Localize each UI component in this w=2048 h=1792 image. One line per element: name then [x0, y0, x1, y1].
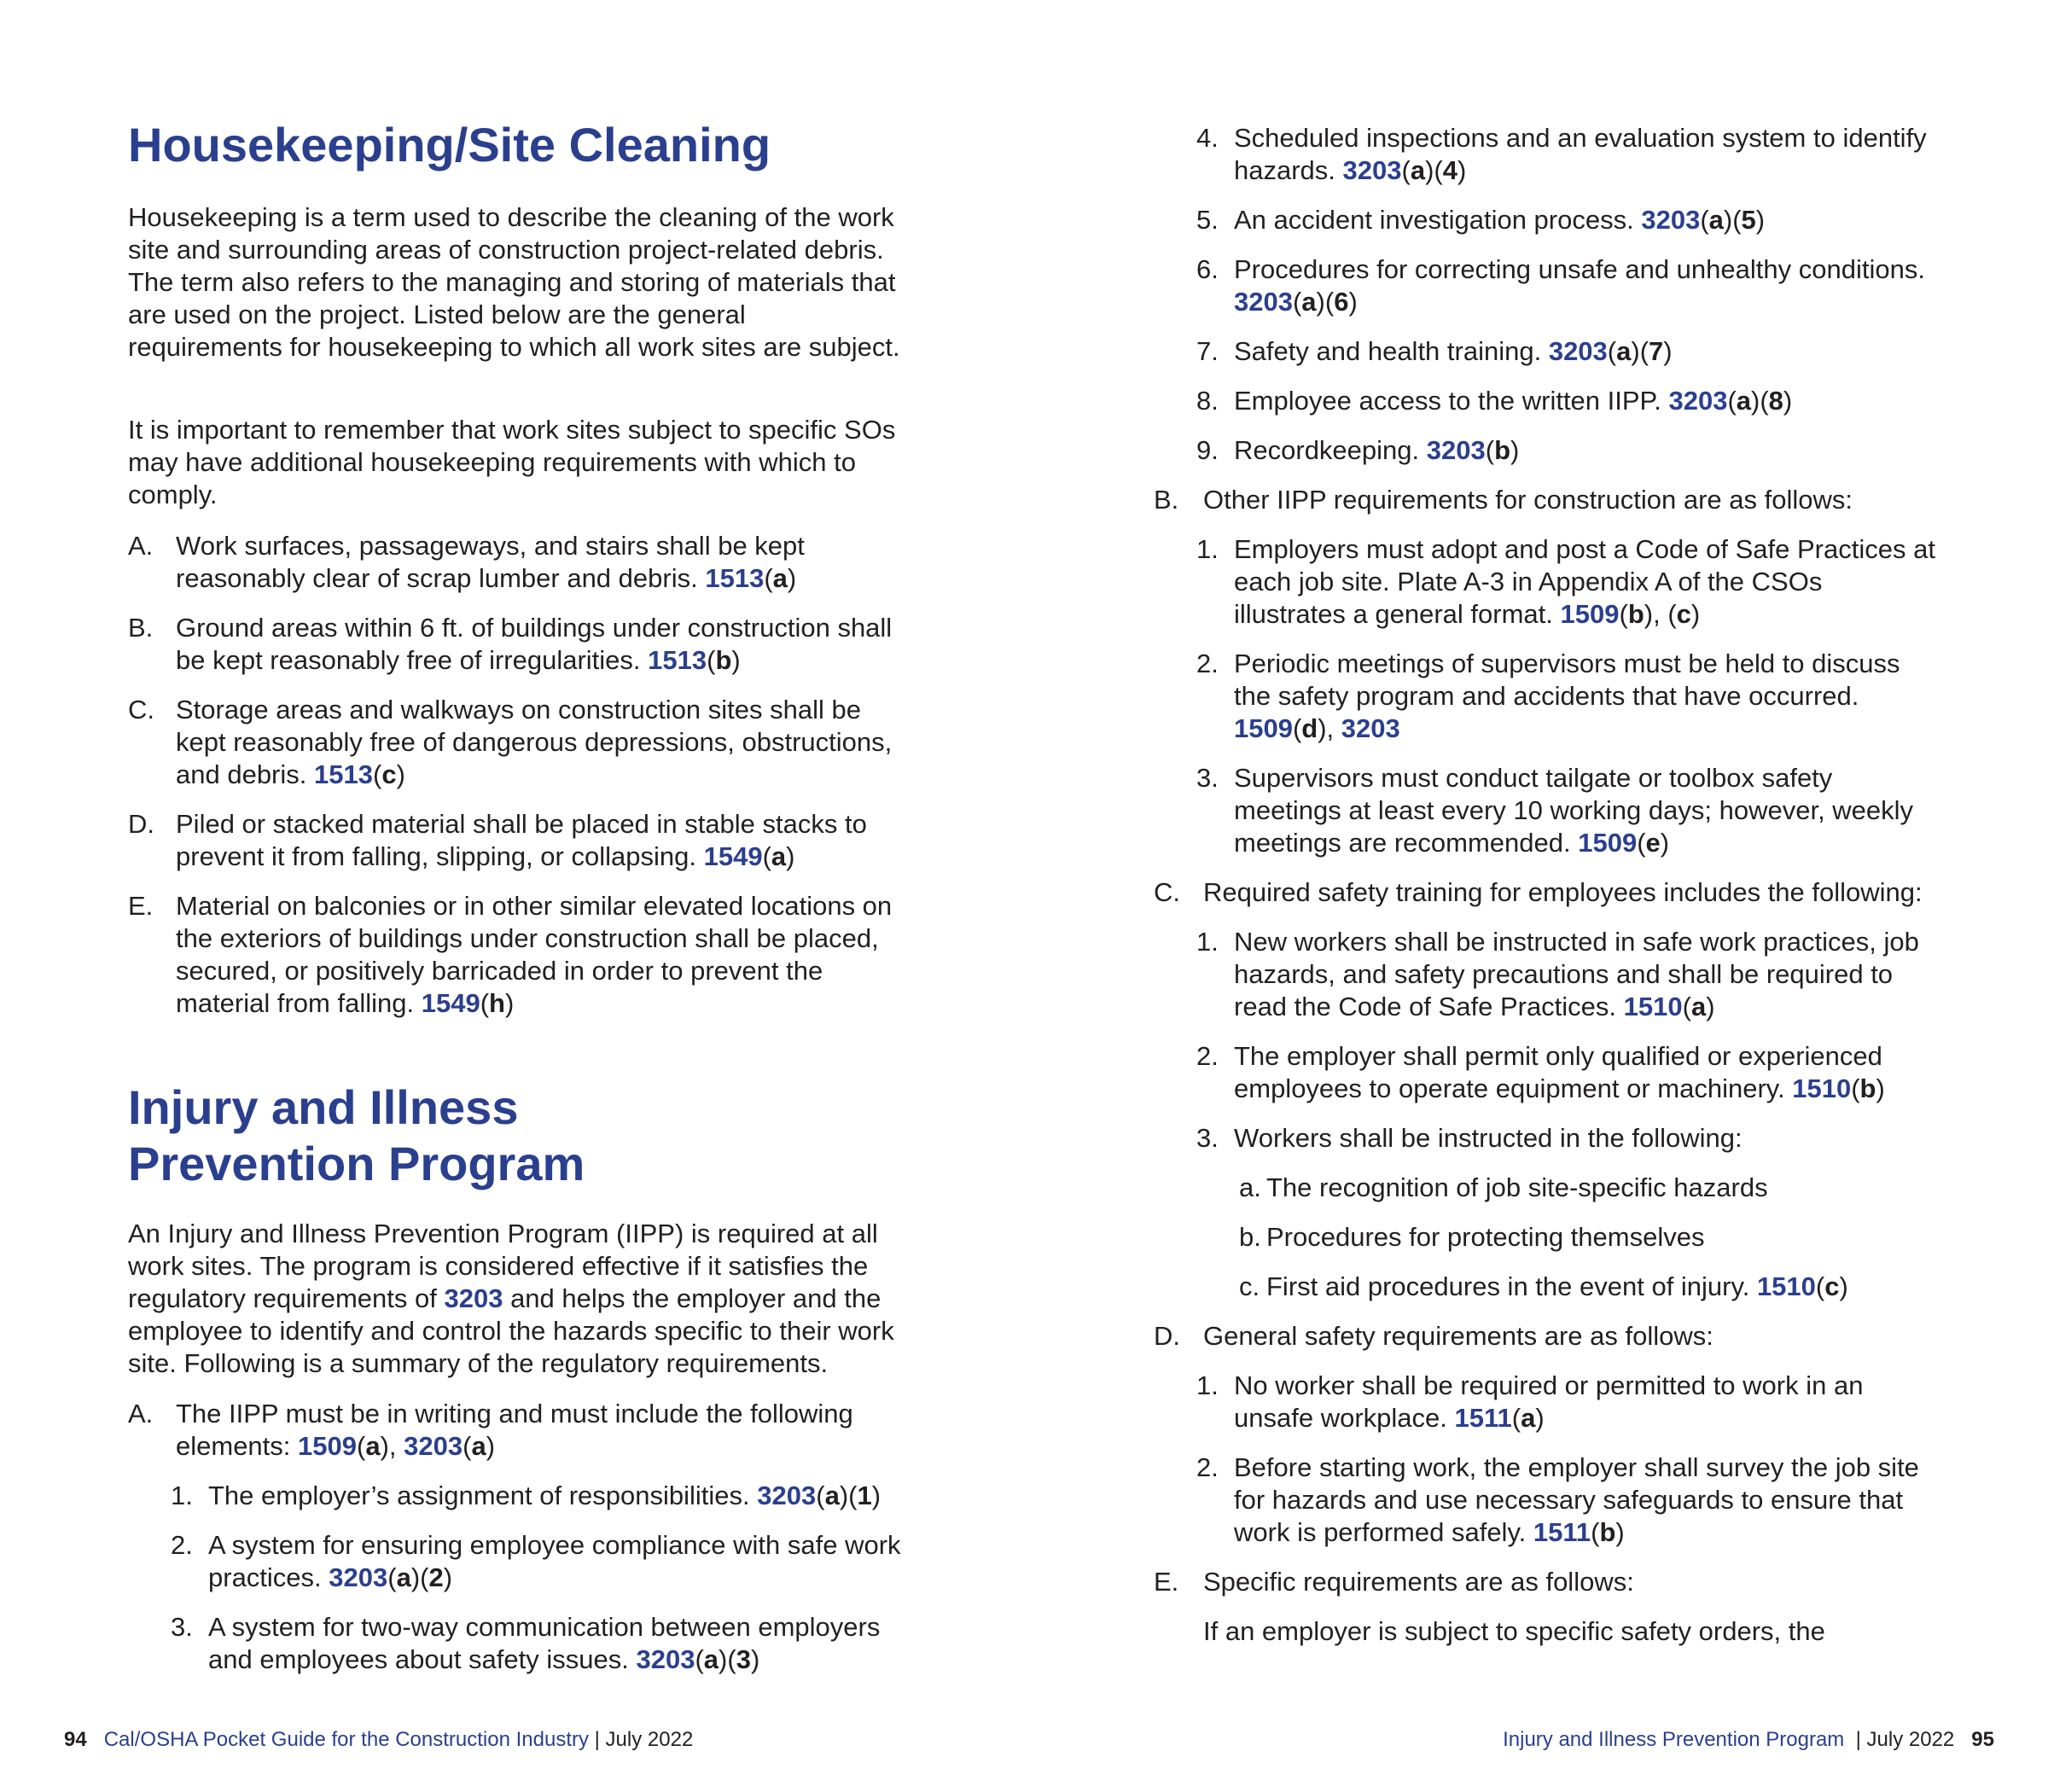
list-item: 1. No worker shall be required or permitted to work in an unsafe workplace. 1511(a) [1196, 1370, 1864, 1433]
list-item: A. The IIPP must be in writing and must include the following elements: 1509(a), 3203(a) [128, 1399, 853, 1461]
right-page [1154, 0, 1939, 1792]
regulation-link[interactable]: 3203 [1641, 205, 1701, 235]
list-item: D. General safety requirements are as follows: [1154, 1321, 1713, 1351]
list-item: 3. Workers shall be instructed in the following: [1196, 1123, 1743, 1153]
regulation-link[interactable]: 3203 [636, 1644, 695, 1674]
regulation-link[interactable]: 1509 [298, 1431, 357, 1461]
housekeeping-intro-2: It is important to remember that work sites subject to specific SOs may have additional housekeeping requirements with which to comply. [128, 415, 896, 509]
list-item: 2. A system for ensuring employee compliance with safe work practices. 3203(a)(2) [171, 1530, 901, 1592]
list-item: 3. A system for two-way communication between employers and employees about safety issues. 3203(a)(3) [171, 1612, 881, 1674]
regulation-link[interactable]: 3203 [1548, 336, 1608, 366]
page-number: 94 [64, 1728, 87, 1751]
list-item: E. Material on balconies or in other similar elevated locations on the exteriors of buildings under construction shall be placed, secured, or positively barricaded in order to prevent the material from falling. 1549(h) [128, 891, 893, 1018]
regulation-link[interactable]: 3203 [444, 1283, 503, 1313]
regulation-link[interactable]: 1549 [703, 841, 763, 871]
left-footer [64, 1727, 693, 1753]
regulation-link[interactable]: 1510 [1623, 992, 1683, 1021]
regulation-link[interactable]: 1513 [314, 759, 373, 789]
list-item: 2. Before starting work, the employer shall survey the job site for hazards and use necessary safeguards to ensure that work is performed safely. 1511(b) [1196, 1452, 1919, 1547]
iipp-list [128, 1398, 905, 1676]
housekeeping-intro-1: Housekeeping is a term used to describe the cleaning of the work site and surrounding areas of construction project-related debris. The term also refers to the managing and storing of materials that are used on the project. Listed below are the general requirements for housekeeping to which all work sites are subject. [128, 202, 900, 362]
footer-title: Injury and Illness Prevention Program [1503, 1728, 1845, 1751]
list-item: 6. Procedures for correcting unsafe and unhealthy conditions. 3203(a)(6) [1196, 254, 1925, 317]
paragraph-continuation: If an employer is subject to specific safety orders, the [1203, 1616, 1825, 1646]
iipp-intro: An Injury and Illness Prevention Program (IIPP) is required at all work sites. The program is considered effective if it satisfies the regulatory requirements of 3203 and helps the employer and the employee to identify and control the hazards specific to their work site. Following is a summary of the regulatory requirements. [128, 1219, 894, 1378]
iipp-heading: Injury and Illness Prevention Program [128, 1080, 585, 1190]
regulation-link[interactable]: 3203 [404, 1431, 463, 1461]
list-item: C. Storage areas and walkways on construction sites shall be kept reasonably free of dangerous depressions, obstructions, and debris. 1513(c) [128, 695, 893, 789]
right-footer [1503, 1727, 1994, 1753]
list-item: 8. Employee access to the written IIPP. 3203(a)(8) [1196, 386, 1793, 416]
left-page [128, 0, 905, 1792]
housekeeping-heading: Housekeeping/Site Cleaning [128, 118, 771, 172]
regulation-link[interactable]: 1509 [1234, 713, 1293, 743]
regulation-link[interactable]: 3203 [1341, 713, 1400, 743]
regulation-link[interactable]: 3203 [757, 1481, 817, 1510]
list-item: 2. The employer shall permit only qualified or experienced employees to operate equipment or machinery. 1510(b) [1196, 1041, 1885, 1103]
list-item: a. The recognition of job site-specific hazards [1239, 1172, 1768, 1202]
regulation-link[interactable]: 3203 [329, 1562, 388, 1592]
list-item: 5. An accident investigation process. 3203(a)(5) [1196, 205, 1766, 235]
list-item: 1. The employer’s assignment of responsibilities. 3203(a)(1) [171, 1481, 881, 1510]
regulation-link[interactable]: 1513 [648, 645, 707, 675]
regulation-link[interactable]: 1509 [1578, 828, 1638, 858]
list-item: D. Piled or stacked material shall be placed in stable stacks to prevent it from falling, slipping, or collapsing. 1549(a) [128, 809, 867, 871]
regulation-link[interactable]: 1549 [421, 988, 480, 1018]
regulation-link[interactable]: 3203 [1342, 155, 1402, 185]
list-item: 9. Recordkeeping. 3203(b) [1196, 435, 1520, 465]
list-item: b. Procedures for protecting themselves [1239, 1222, 1705, 1252]
footer-date: | July 2022 [594, 1728, 694, 1751]
footer-date: | July 2022 [1855, 1728, 1955, 1751]
list-item: 3. Supervisors must conduct tailgate or toolbox safety meetings at least every 10 working days; however, weekly meetings are recommended. 1509(e) [1196, 763, 1914, 858]
list-item: C. Required safety training for employees includes the following: [1154, 877, 1923, 907]
list-item: B. Other IIPP requirements for construction are as follows: [1154, 485, 1853, 515]
page-number: 95 [1971, 1728, 1994, 1751]
regulation-link[interactable]: 1510 [1756, 1271, 1816, 1301]
regulation-link[interactable]: 1509 [1560, 599, 1620, 629]
list-item: 1. Employers must adopt and post a Code of Safe Practices at each job site. Plate A-3 in Appendix A of the CSOs illustrates a general format. 1509(b), (c) [1196, 534, 1935, 629]
regulation-link[interactable]: 1513 [705, 563, 765, 593]
regulation-link[interactable]: 3203 [1426, 435, 1486, 465]
regulation-link[interactable]: 3203 [1668, 386, 1728, 416]
list-item: E. Specific requirements are as follows: [1154, 1567, 1634, 1597]
housekeeping-list [128, 530, 905, 1020]
footer-title: Cal/OSHA Pocket Guide for the Construction Industry [103, 1728, 589, 1751]
list-item: 4. Scheduled inspections and an evaluation system to identify hazards. 3203(a)(4) [1196, 123, 1927, 185]
list-item: 2. Periodic meetings of supervisors must be held to discuss the safety program and accidents that have occurred. 1509(d), 3203 [1196, 649, 1900, 743]
iipp-list-continued [1154, 122, 1939, 1648]
regulation-link[interactable]: 3203 [1234, 287, 1293, 317]
list-item: c. First aid procedures in the event of injury. 1510(c) [1239, 1271, 1848, 1301]
list-item: 7. Safety and health training. 3203(a)(7) [1196, 336, 1673, 366]
list-item: B. Ground areas within 6 ft. of buildings under construction shall be kept reasonably free of irregularities. 1513(b) [128, 613, 893, 675]
regulation-link[interactable]: 1510 [1792, 1073, 1852, 1103]
regulation-link[interactable]: 1511 [1533, 1517, 1591, 1547]
list-item: A. Work surfaces, passageways, and stairs shall be kept reasonably clear of scrap lumber and debris. 1513(a) [128, 531, 805, 593]
regulation-link[interactable]: 1511 [1454, 1403, 1512, 1433]
list-item: 1. New workers shall be instructed in safe work practices, job hazards, and safety precautions and shall be required to read the Code of Safe Practices. 1510(a) [1196, 927, 1919, 1021]
